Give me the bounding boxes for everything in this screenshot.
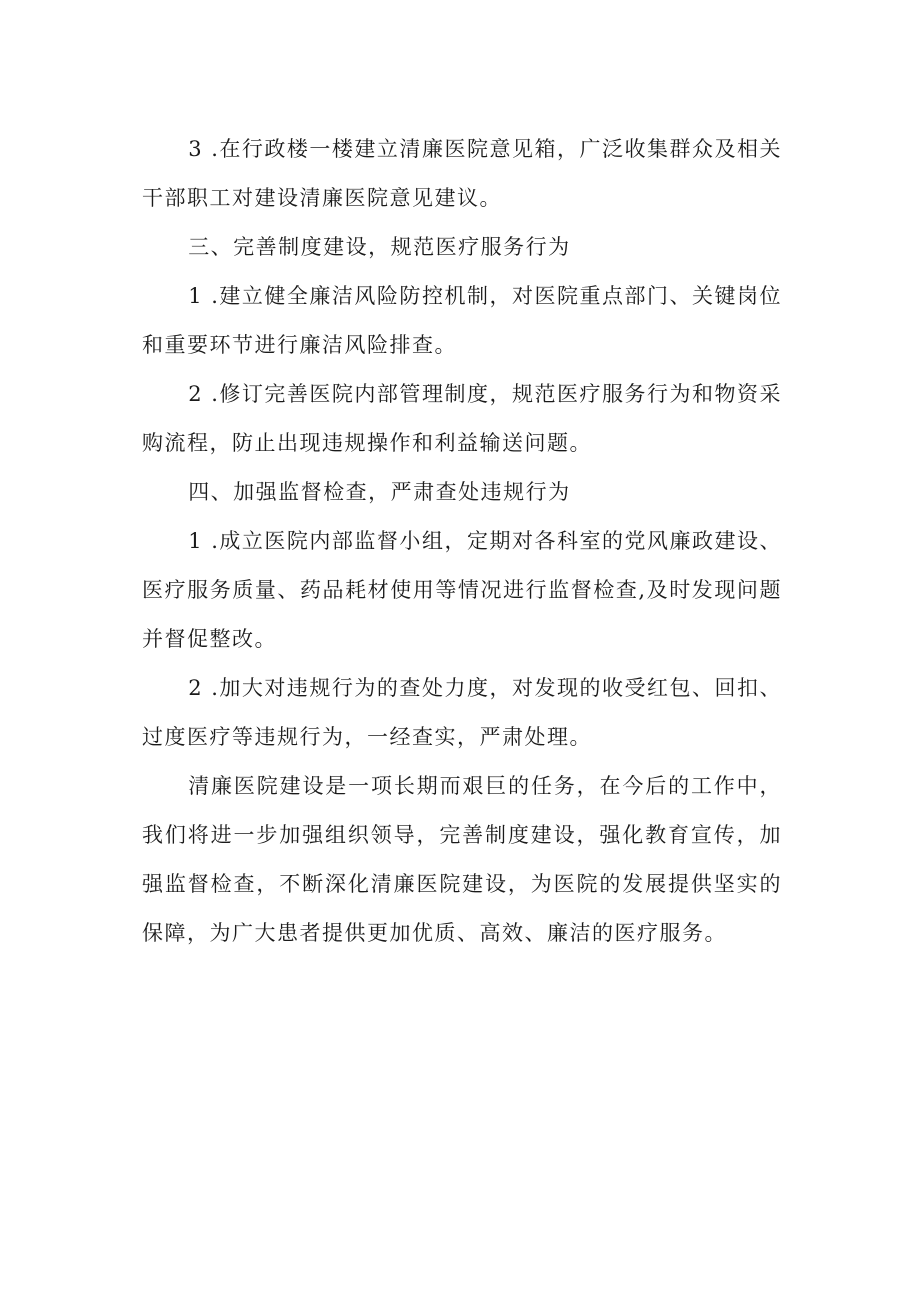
paragraph-management-rules: 2 .修订完善医院内部管理制度，规范医疗服务行为和物资采购流程，防止出现违规操作和利益输送问题。 bbox=[142, 382, 782, 455]
document-body bbox=[142, 125, 782, 958]
section-heading-3: 三、完善制度建设，规范医疗服务行为 bbox=[188, 235, 571, 259]
paragraph-violation-handling: 2 .加大对违规行为的查处力度，对发现的收受红包、回扣、过度医疗等违规行为，一经查实，严肃处理。 bbox=[142, 676, 782, 749]
paragraph-supervision-group: 1 .成立医院内部监督小组，定期对各科室的党风廉政建设、医疗服务质量、药品耗材使用等情况进行监督检查,及时发现问题并督促整改。 bbox=[142, 529, 782, 651]
section-heading-4: 四、加强监督检查，严肃查处违规行为 bbox=[188, 480, 571, 504]
paragraph-risk-control: 1 .建立健全廉洁风险防控机制，对医院重点部门、关键岗位和重要环节进行廉洁风险排查。 bbox=[142, 284, 782, 357]
paragraph-suggestion-box: 3 .在行政楼一楼建立清廉医院意见箱，广泛收集群众及相关干部职工对建设清廉医院意见建议。 bbox=[142, 137, 782, 210]
paragraph-conclusion: 清廉医院建设是一项长期而艰巨的任务，在今后的工作中，我们将进一步加强组织领导，完善制度建设，强化教育宣传，加强监督检查，不断深化清廉医院建设，为医院的发展提供坚实的保障，为广大患者提供更加优质、高效、廉洁的医疗服务。 bbox=[142, 774, 782, 945]
